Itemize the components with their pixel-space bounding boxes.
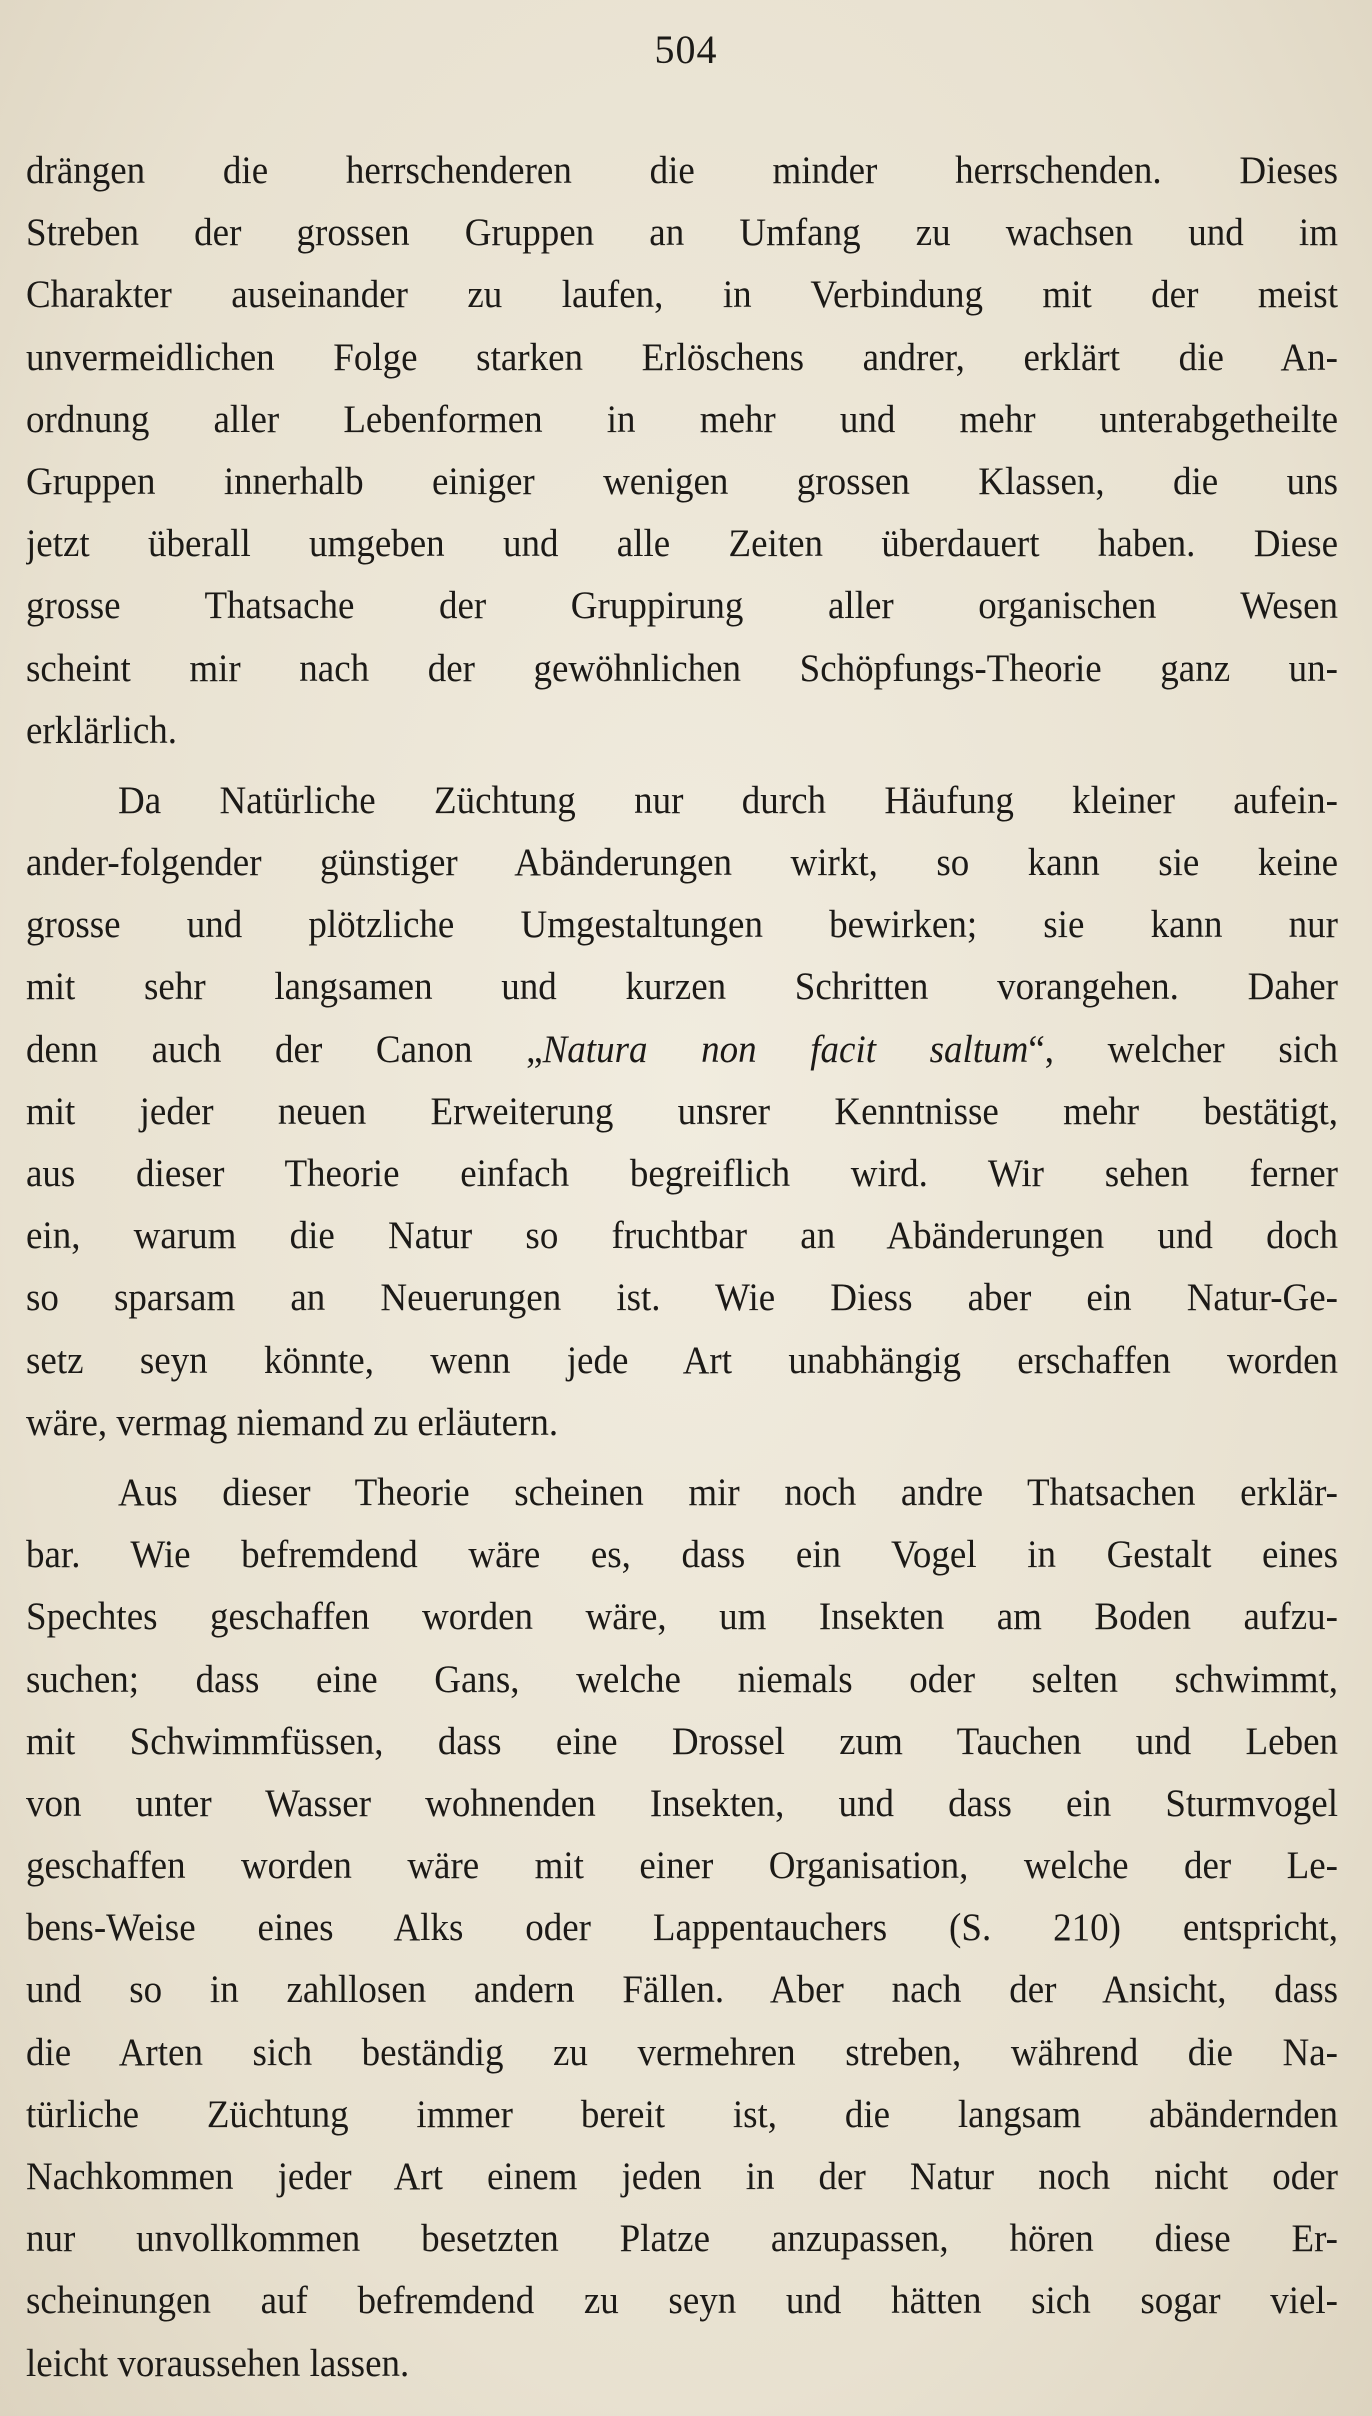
text-line: Gruppen innerhalb einiger wenigen grossen Klassen, die uns	[26, 459, 1338, 504]
text-line: türliche Züchtung immer bereit ist, die langsam abändernden	[26, 2092, 1338, 2137]
text-line: scheinungen auf befremdend zu seyn und hätten sich sogar viel-	[26, 2278, 1338, 2323]
body-text	[26, 140, 1338, 2395]
text-line: wäre, vermag niemand zu erläutern.	[26, 1400, 559, 1445]
text-line: denn auch der Canon „Natura non facit saltum“, welcher sich	[26, 1027, 1338, 1072]
text-line: und so in zahllosen andern Fällen. Aber nach der Ansicht, dass	[26, 1967, 1338, 2012]
text-line: ordnung aller Lebenformen in mehr und mehr unterabgetheilte	[26, 397, 1338, 442]
text-line: ein, warum die Natur so fruchtbar an Abänderungen und doch	[26, 1213, 1338, 1258]
text-line: leicht voraussehen lassen.	[26, 2341, 410, 2385]
text-line: suchen; dass eine Gans, welche niemals oder selten schwimmt,	[26, 1657, 1338, 1701]
text-line: bens-Weise eines Alks oder Lappentauchers (S. 210) entspricht,	[26, 1905, 1338, 1950]
text-line: so sparsam an Neuerungen ist. Wie Diess aber ein Natur-Ge-	[26, 1275, 1338, 1320]
text-line: nur unvollkommen besetzten Platze anzupassen, hören diese Er-	[26, 2216, 1338, 2261]
text-line: bar. Wie befremdend wäre es, dass ein Vogel in Gestalt eines	[26, 1532, 1338, 1577]
text-line: unvermeidlichen Folge starken Erlöschens andrer, erklärt die An-	[26, 335, 1338, 379]
text-line: mit sehr langsamen und kurzen Schritten vorangehen. Daher	[26, 964, 1338, 1009]
paragraph-1	[26, 140, 1338, 762]
text-line: setz seyn könnte, wenn jede Art unabhängig erschaffen worden	[26, 1338, 1338, 1382]
text-line: geschaffen worden wäre mit einer Organisation, welche der Le-	[26, 1843, 1338, 1888]
text-line: von unter Wasser wohnenden Insekten, und dass ein Sturmvogel	[26, 1781, 1338, 1826]
text-line: Spechtes geschaffen worden wäre, um Insekten am Boden aufzu-	[26, 1594, 1338, 1639]
text-line: aus dieser Theorie einfach begreiflich wird. Wir sehen ferner	[26, 1151, 1338, 1196]
paragraph-2	[26, 770, 1338, 1454]
text-line: Charakter auseinander zu laufen, in Verbindung mit der meist	[26, 272, 1338, 317]
text-line: mit jeder neuen Erweiterung unsrer Kenntnisse mehr bestätigt,	[26, 1089, 1338, 1134]
text-line: grosse und plötzliche Umgestaltungen bewirken; sie kann nur	[26, 902, 1338, 947]
text-line: mit Schwimmfüssen, dass eine Drossel zum Tauchen und Leben	[26, 1719, 1338, 1764]
paragraph-3	[26, 1462, 1338, 2395]
page-number: 504	[654, 27, 718, 72]
text-line: Streben der grossen Gruppen an Umfang zu wachsen und im	[26, 210, 1338, 255]
text-line: jetzt überall umgeben und alle Zeiten überdauert haben. Diese	[26, 521, 1338, 566]
text-line: Nachkommen jeder Art einem jeden in der Natur noch nicht oder	[26, 2154, 1338, 2199]
text-line: ander-folgender günstiger Abänderungen wirkt, so kann sie keine	[26, 840, 1338, 885]
text-line: grosse Thatsache der Gruppirung aller organischen Wesen	[26, 583, 1338, 628]
text-line: drängen die herrschenderen die minder herrschenden. Dieses	[26, 148, 1338, 193]
text-line: Da Natürliche Züchtung nur durch Häufung kleiner aufein-	[118, 778, 1338, 823]
text-line: Aus dieser Theorie scheinen mir noch andre Thatsachen erklär-	[118, 1470, 1338, 1515]
text-line: erklärlich.	[26, 708, 177, 753]
text-line: scheint mir nach der gewöhnlichen Schöpfungs-Theorie ganz un-	[26, 646, 1338, 690]
text-line: die Arten sich beständig zu vermehren streben, während die Na-	[26, 2030, 1338, 2075]
